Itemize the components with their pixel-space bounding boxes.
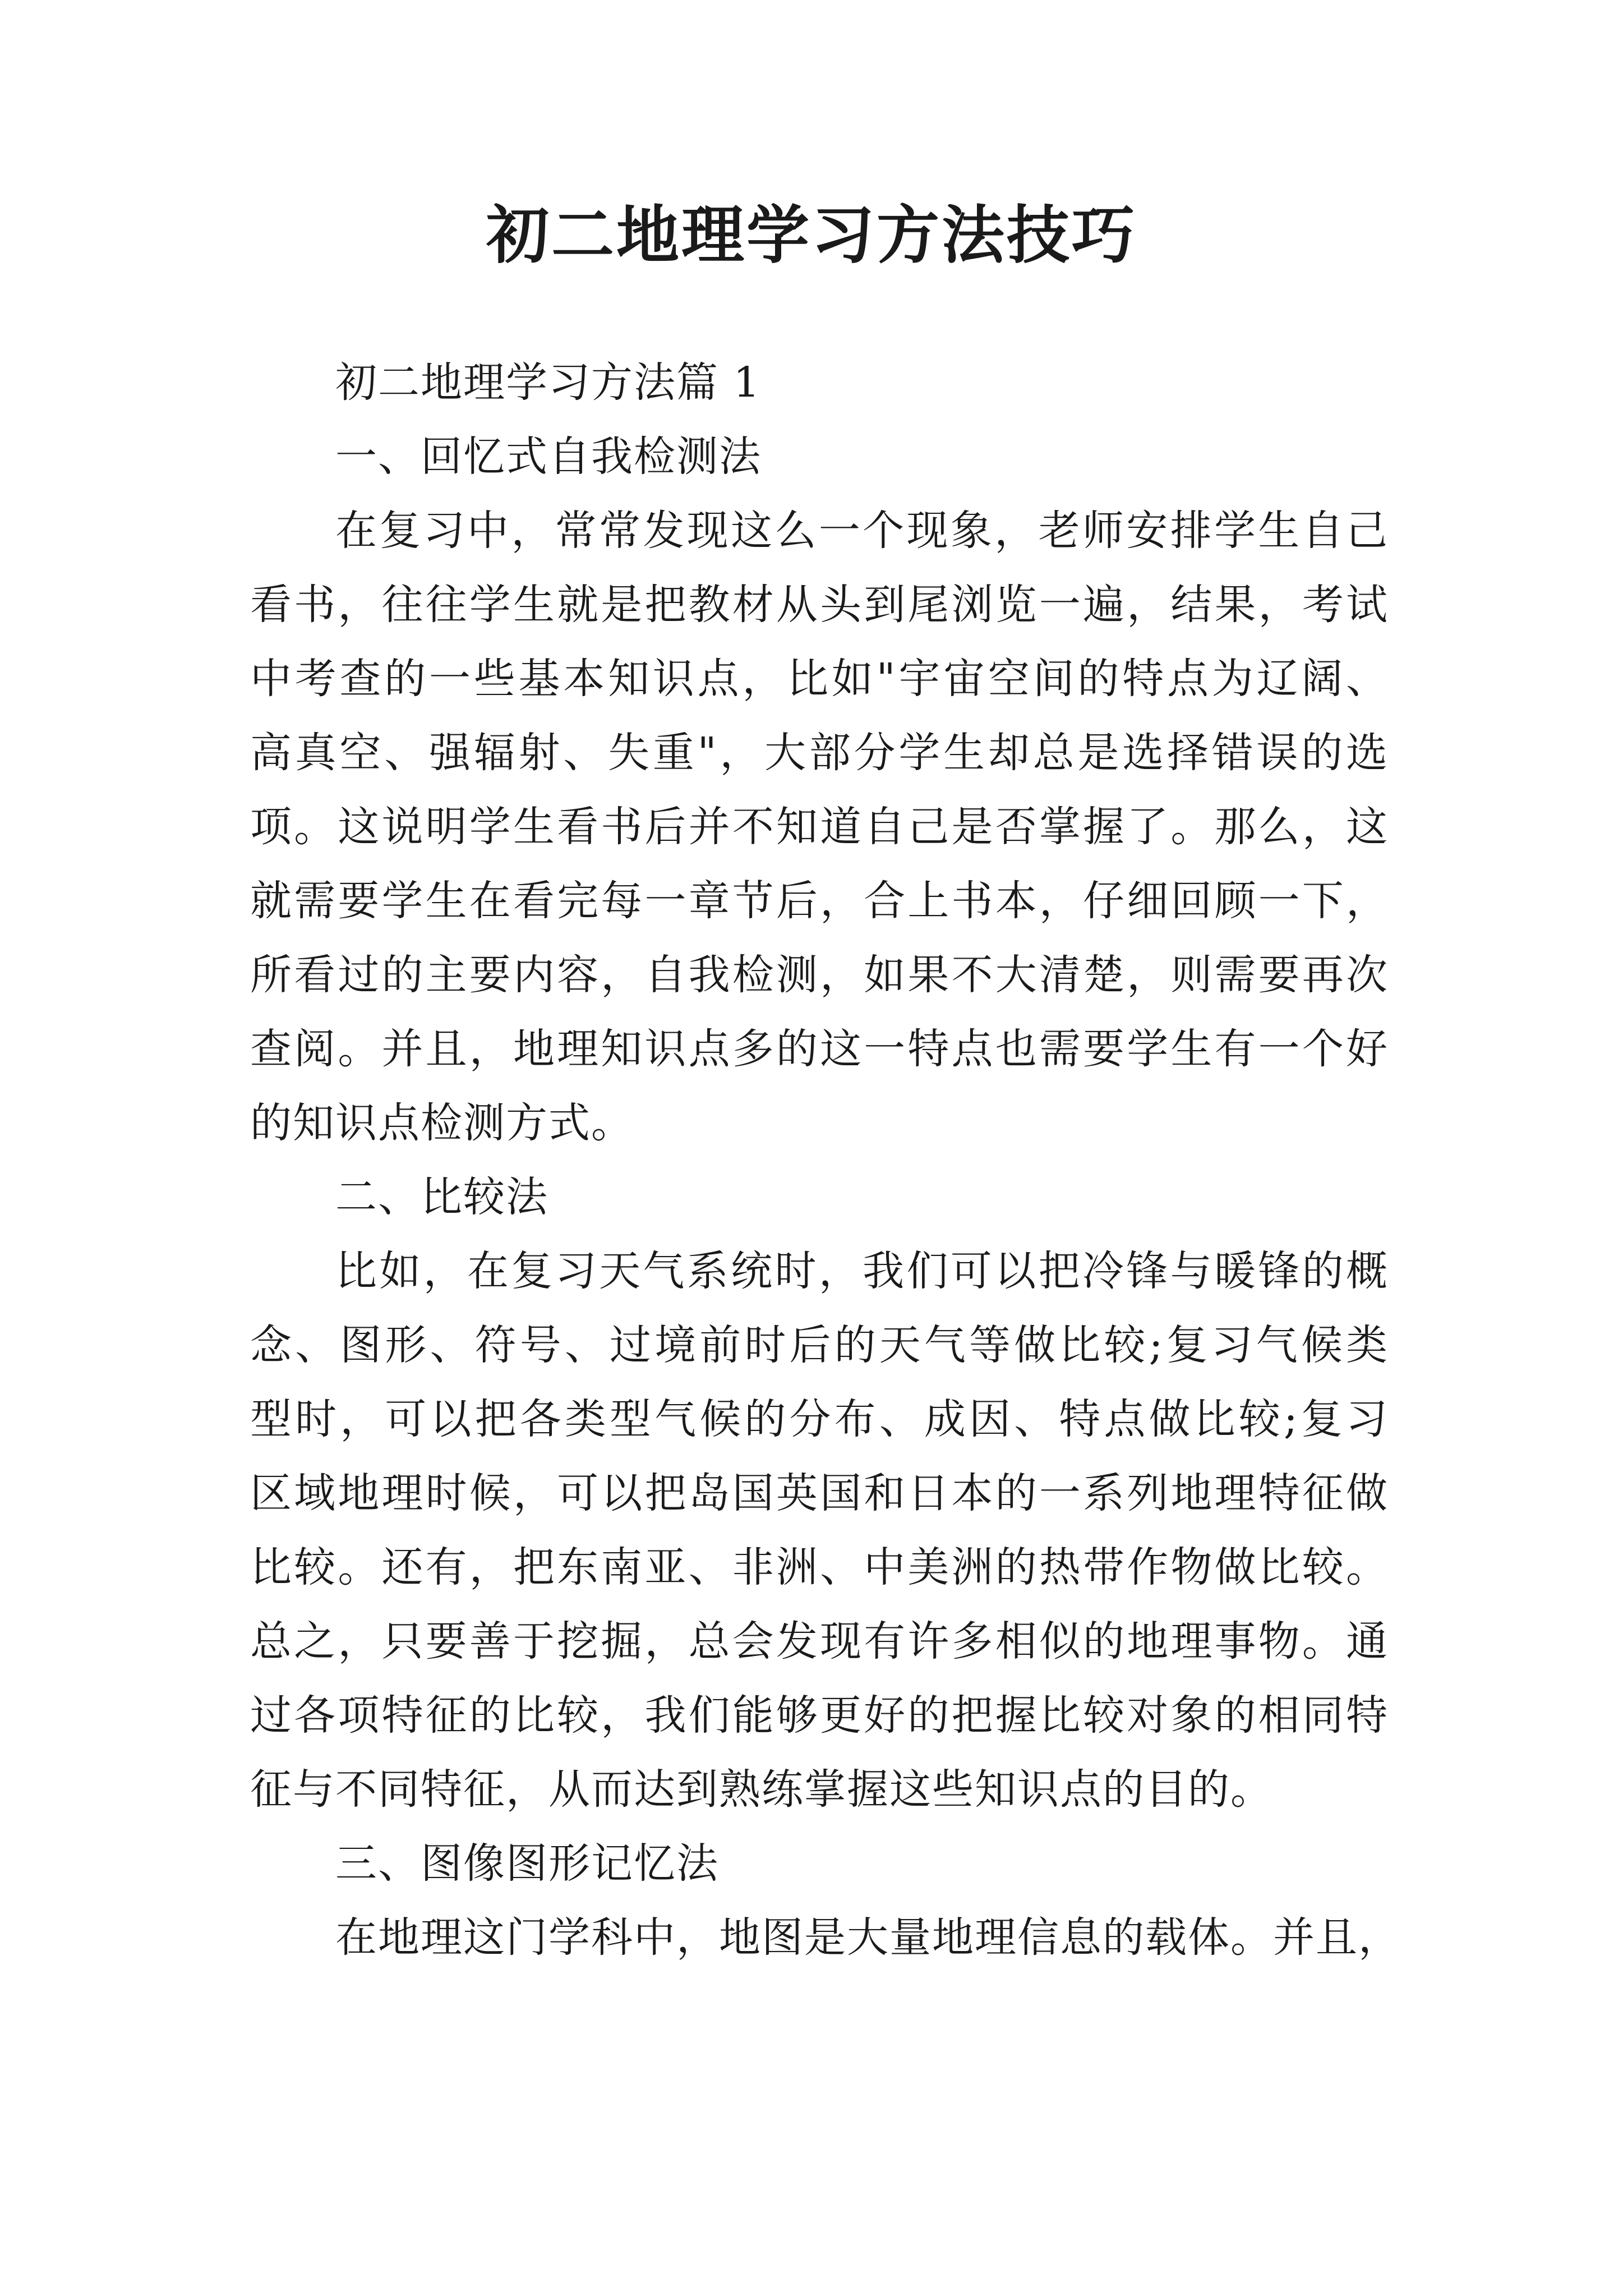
paragraph-line: 看书，往往学生就是把教材从头到尾浏览一遍，结果，考试 — [250, 581, 1389, 629]
document-title: 初二地理学习方法技巧 — [486, 199, 1137, 272]
paragraph-line: 型时，可以把各类型气候的分布、成因、特点做比较;复习 — [250, 1395, 1389, 1443]
paragraph-line: 项。这说明学生看书后并不知道自己是否掌握了。那么，这 — [250, 803, 1389, 851]
section-heading-article-1: 初二地理学习方法篇 1 — [335, 358, 761, 407]
section-heading-recall-self-test: 一、回忆式自我检测法 — [335, 432, 762, 481]
paragraph-line: 征与不同特征，从而达到熟练掌握这些知识点的目的。 — [250, 1765, 1273, 1814]
paragraph-line: 高真空、强辐射、失重"，大部分学生却总是选择错误的选 — [250, 729, 1389, 777]
paragraph-line: 查阅。并且，地理知识点多的这一特点也需要学生有一个好 — [250, 1025, 1389, 1073]
paragraph-line: 比较。还有，把东南亚、非洲、中美洲的热带作物做比较。 — [250, 1543, 1389, 1591]
paragraph-line: 的知识点检测方式。 — [250, 1099, 634, 1147]
section-heading-image-memory: 三、图像图形记忆法 — [335, 1839, 719, 1888]
document-body — [250, 346, 1401, 1975]
paragraph-line: 在复习中，常常发现这么一个现象，老师安排学生自己 — [335, 507, 1389, 555]
section-heading-comparison: 二、比较法 — [335, 1173, 548, 1221]
paragraph-line: 区域地理时候，可以把岛国英国和日本的一系列地理特征做 — [250, 1469, 1389, 1517]
paragraph-line: 念、图形、符号、过境前时后的天气等做比较;复习气候类 — [250, 1321, 1389, 1369]
paragraph-line: 就需要学生在看完每一章节后，合上书本，仔细回顾一下， — [250, 877, 1389, 925]
paragraph-line: 中考查的一些基本知识点，比如"宇宙空间的特点为辽阔、 — [250, 655, 1389, 703]
paragraph-line: 过各项特征的比较，我们能够更好的把握比较对象的相同特 — [250, 1691, 1389, 1740]
paragraph-line: 在地理这门学科中，地图是大量地理信息的载体。并且， — [335, 1913, 1401, 1962]
paragraph-line: 总之，只要善于挖掘，总会发现有许多相似的地理事物。通 — [250, 1617, 1389, 1665]
paragraph-line: 比如，在复习天气系统时，我们可以把冷锋与暖锋的概 — [335, 1247, 1389, 1295]
paragraph-line: 所看过的主要内容，自我检测，如果不大清楚，则需要再次 — [250, 951, 1389, 999]
